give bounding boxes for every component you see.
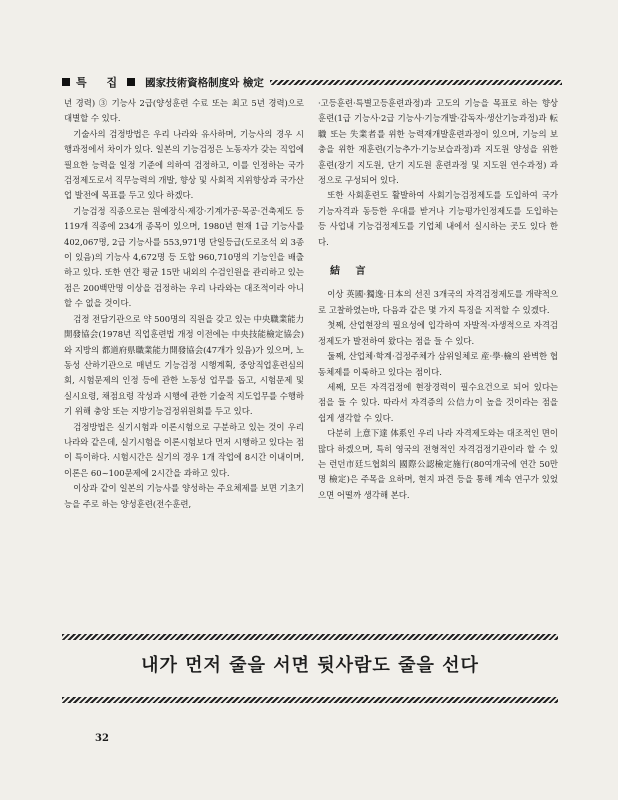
paragraph: 둘째, 산업체·학계·검정주체가 삼위일체로 産·學·檢의 완벽한 협동체제를 이룩하고 있다는 점이다. — [318, 351, 558, 377]
paragraph: 기능검정 직종으로는 원예장식·제강·기계가공·목공·건축제도 등 119개 직종에 234개 종목이 있으며, 1980년 현재 1급 기능사를 402,067명, 2급 기능사를 553,971명 단일등급(도로조석 외 3종이 있음)의 기능사 4,672명 등 도합 960,710명의 기능인을 배출하고 있다. 또한 연간 평균 15만 내외의 수검인원을 관리하고 있는 점은 200백만명 이상을 검정하는 우리 나라와는 대조적이라 아니 할 수 없을 것이다. — [64, 205, 304, 309]
paragraph: 다분히 上意下達 体系인 우리 나라 자격제도와는 대조적인 면이 많다 하겠으며, 특히 영국의 전형적인 자격검정기관이라 할 수 있는 런던市廷드협회의 國際公認檢定施行(80여개국에 연간 50만명 檢定)은 주목을 요하며, 현지 파견 등을 통해 계속 연구가 있었으면 어떨까 생각해 본다. — [318, 428, 558, 500]
left-column — [64, 96, 304, 512]
hatched-band-bottom — [62, 697, 558, 703]
paragraph: 이상과 같이 일본의 기능사를 양성하는 주요체제를 보면 기초기능을 주로 하는 양성훈련(전수훈련, — [64, 483, 304, 509]
paragraph: 검정 전담기관으로 약 500명의 직원을 갖고 있는 中央職業能力開發協会(1978년 직업훈련법 개정 이전에는 中央技能檢定協会)와 지방의 都道府県職業能力開發協会(47개가 있음)가 있으며, 노동성 산하기관으로 매년도 기능검정 시행계획, 중앙직업훈련심의회, 시험문제의 인정 등에 관한 노동성 업무를 돕고, 시험문제 및 실시요령, 채점요령 작성과 시행에 관한 기술적 지도업무를 수행하기 위해 충앙 또는 지방기능검정위원회를 두고 있다. — [64, 313, 304, 417]
paragraph: 첫째, 산업현장의 필요성에 입각하여 자발적·자생적으로 자격검정제도가 발전하여 왔다는 점을 들 수 있다. — [318, 320, 558, 346]
paragraph: 년 경력) ③ 기능사 2급(양성훈련 수료 또는 최고 5년 경력)으로 대별할 수 있다. — [64, 98, 304, 124]
section-header — [62, 74, 562, 90]
square-bullet-icon — [127, 78, 135, 86]
paragraph: 또한 사회훈련도 활발하여 사회기능검정제도를 도입하여 국가기능자격과 동등한 우대를 받거나 기능평가인정제도를 도입하는 등 사업내 기능검정제도를 기업체 내에서 실시하는 곳도 있다 한다. — [318, 190, 558, 247]
paragraph: ·고등훈련·특별고등훈련과정)과 고도의 기능을 목표로 하는 향상훈련(1급 기능사·2급 기능사·기능개발·감독자·생산기능과정)과 転職 또는 失業者를 위한 능력재개발훈련과정이 있으며, 기능의 보충을 위한 재훈련(기능추가·기능보습과정)과 지도원 양성을 위한 훈련(장기 지도원, 단기 지도원 훈련과정 및 지도원 연수과정) 과정으로 구성되어 있다. — [318, 98, 558, 186]
hatched-rule — [270, 80, 562, 85]
right-column — [318, 96, 558, 503]
section-title: 國家技術資格制度와 檢定 — [145, 76, 264, 89]
slogan: 내가 먼저 줄을 서면 뒷사람도 줄을 선다 — [141, 655, 479, 676]
section-label: 특 집 — [76, 76, 126, 89]
paragraph: 검정방법은 실기시험과 이론시험으로 구분하고 있는 것이 우리 나라와 같은데, 실기시험을 이론시험보다 먼저 시행하고 있다는 점이 특이하다. 시험시간은 실기의 경우 1개 작업에 8시간 이내이며, 이론은 60~100문제에 2시간을 과하고 있다. — [64, 421, 304, 478]
conclusion-heading: 結 言 — [330, 266, 372, 278]
paragraph: 이상 英國·獨逸·日本의 선진 3개국의 자격검정제도를 개략적으로 고찰하였는바, 다음과 같은 몇 가지 특징을 지적할 수 있겠다. — [318, 289, 558, 315]
paragraph: 기술사의 검정방법은 우리 나라와 유사하며, 기능사의 경우 시행과정에서 차이가 있다. 일본의 기능검정은 노동자가 갖는 직업에 필요한 능력을 일정 기준에 의하여 검정하고, 이를 인정하는 국가검정제도로서 직무능력의 개발, 향상 및 사회적 지위향상과 국가산업 발전에 목표를 두고 있다 하겠다. — [64, 128, 304, 201]
square-bullet-icon — [62, 78, 70, 86]
page-number: 32 — [95, 733, 109, 744]
hatched-band-top — [62, 634, 558, 640]
paragraph: 세째, 모든 자격검정에 현장경력이 필수요건으로 되어 있다는 점을 들 수 있다. 따라서 자격증의 公信力이 높을 것이라는 점을 쉽게 생각할 수 있다. — [318, 381, 558, 423]
